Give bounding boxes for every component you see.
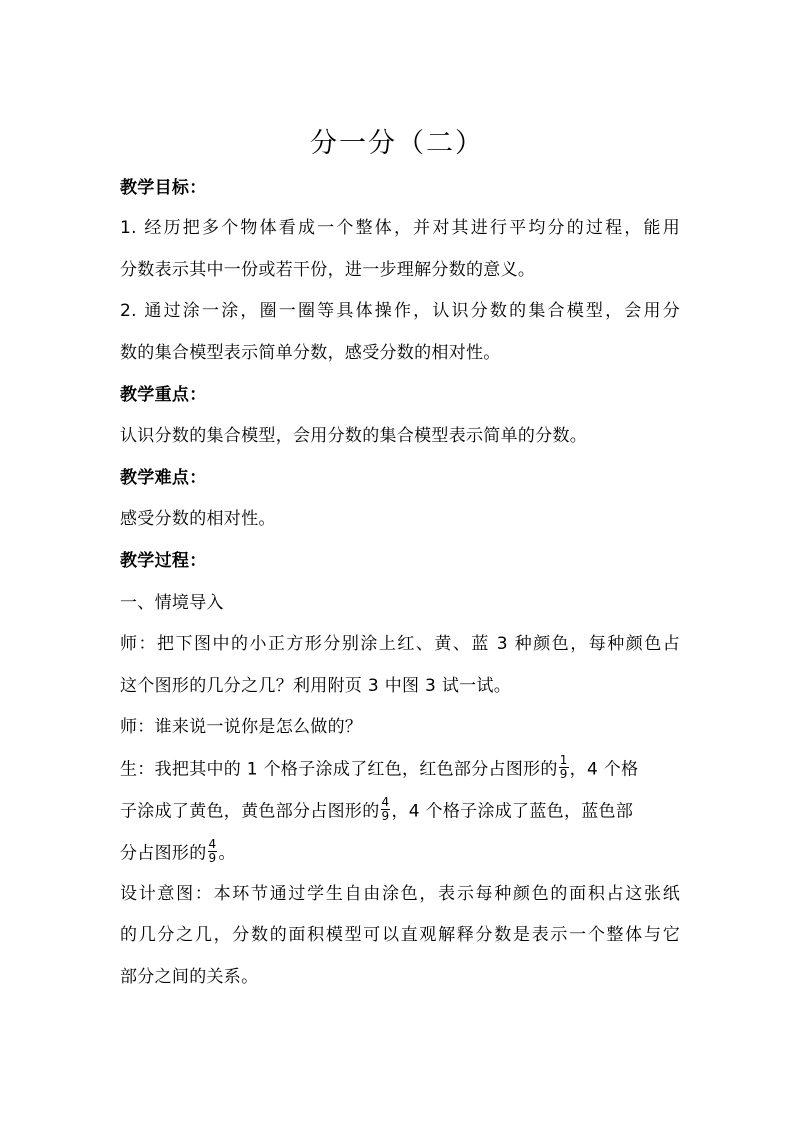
objective-2-line-1: 2. 通过涂一涂，圈一圈等具体操作，认识分数的集合模型，会用分 [120,301,680,321]
fraction-numerator: 1 [559,753,568,767]
objectives-heading: 教学目标： [120,178,207,198]
design-intent-line-2: 的几分之几，分数的面积模型可以直观解释分数是表示一个整体与它 [120,925,680,945]
fraction-denominator: 9 [208,851,217,865]
student-answer-line-3 [120,837,680,867]
teacher-line-2: 这个图形的几分之几？利用附页 3 中图 3 试一试。 [120,676,512,696]
page-title: 分一分（二） [310,128,484,159]
student-answer-text: 生：我把其中的 1 个格子涂成了红色，红色部分占图形的 [120,759,558,780]
fraction-one-ninth [559,754,569,781]
fraction-denominator: 9 [381,809,390,823]
difficulties-text: 感受分数的相对性。 [120,509,276,529]
teacher-question: 师：谁来说一说你是怎么做的？ [120,717,363,737]
student-answer-text: ，4 个格 [569,759,639,780]
student-answer-text: 。 [218,843,236,864]
difficulties-heading: 教学难点： [120,468,207,488]
fraction-four-ninths [381,796,391,823]
key-points-heading: 教学重点： [120,385,207,405]
section-1-heading: 一、情境导入 [120,593,224,613]
objective-2-line-2: 数的集合模型表示简单分数，感受分数的相对性。 [120,343,501,363]
design-intent-line-3: 部分之间的关系。 [120,967,259,987]
student-answer-line-1 [120,753,680,783]
design-intent-line-1: 设计意图：本环节通过学生自由涂色，表示每种颜色的面积占这张纸 [120,884,680,904]
fraction-numerator: 4 [381,795,390,809]
student-answer-text: ，4 个格子涂成了蓝色，蓝色部 [391,801,634,822]
student-answer-line-2 [120,795,680,825]
process-heading: 教学过程： [120,551,207,571]
fraction-four-ninths [208,838,218,865]
student-answer-text: 子涂成了黄色，黄色部分占图形的 [120,801,380,822]
objective-1-line-1: 1. 经历把多个物体看成一个整体，并对其进行平均分的过程，能用 [120,218,680,238]
fraction-denominator: 9 [559,767,568,781]
objective-1-line-2: 分数表示其中一份或若干份，进一步理解分数的意义。 [120,260,536,280]
key-points-text: 认识分数的集合模型，会用分数的集合模型表示简单的分数。 [120,426,588,446]
fraction-numerator: 4 [208,837,217,851]
teacher-line-1: 师：把下图中的小正方形分别涂上红、黄、蓝 3 种颜色，每种颜色占 [120,634,680,654]
student-answer-text: 分占图形的 [120,843,207,864]
